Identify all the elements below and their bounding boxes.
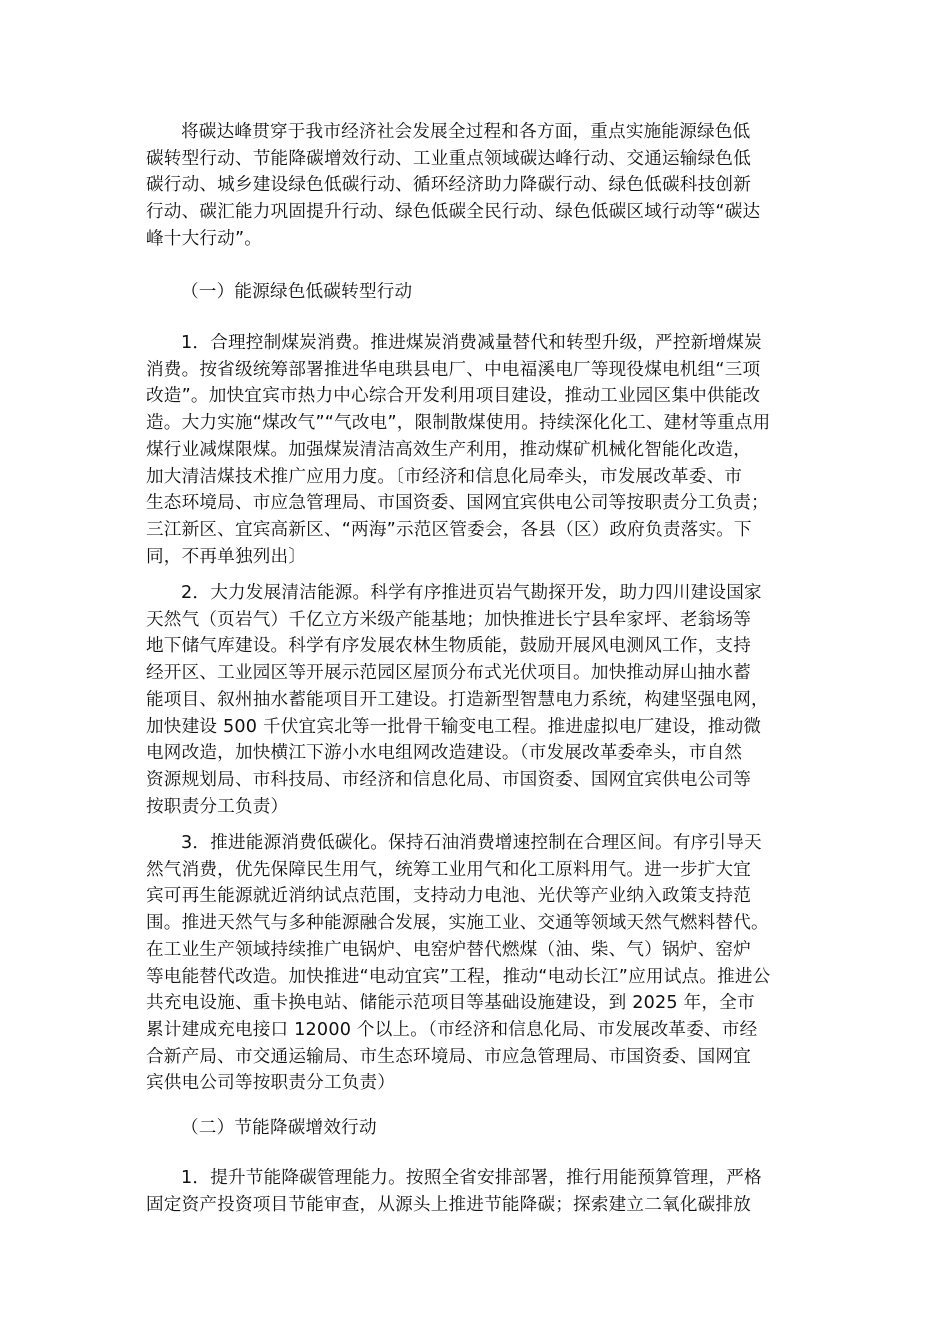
- paragraph-line: 累计建成充电接口 12000 个以上。（市经济和信息化局、市发展改革委、市经: [146, 1019, 758, 1040]
- paragraph-line: 三江新区、宜宾高新区、“两海”示范区管委会，各县（区）政府负责落实。下: [146, 519, 752, 540]
- paragraph-low-carbon-consumption: [146, 830, 806, 1097]
- paragraph-line: 经开区、工业园区等开展示范园区屋顶分布式光伏项目。加快推动屏山抽水蓄: [146, 663, 751, 684]
- paragraph-line: 加大清洁煤技术推广应用力度。〔市经济和信息化局牵头，市发展改革委、市: [146, 466, 743, 487]
- paragraph-line: 天然气（页岩气）千亿立方米级产能基地；加快推进长宁县牟家坪、老翁场等: [146, 609, 751, 630]
- paragraph-clean-energy: [146, 580, 806, 820]
- paragraph-line: 宾供电公司等按职责分工负责）: [146, 1073, 396, 1094]
- paragraph-line: 在工业生产领域持续推广电锅炉、电窑炉替代燃煤（油、柴、气）锅炉、窑炉: [146, 939, 751, 960]
- paragraph-line: 1．合理控制煤炭消费。推进煤炭消费减量替代和转型升级，严控新增煤炭: [181, 333, 762, 353]
- paragraph-line: 碳行动、城乡建设绿色低碳行动、循环经济助力降碳行动、绿色低碳科技创新: [146, 175, 751, 196]
- paragraph-coal-control: [146, 330, 806, 570]
- paragraph-line: 2．大力发展清洁能源。科学有序推进页岩气勘探开发，助力四川建设国家: [181, 583, 762, 603]
- paragraph-line: 加快建设 500 千伏宜宾北等一批骨干输变电工程。推进虚拟电厂建设，推动微: [146, 716, 762, 737]
- paragraph-line: 消费。按省级统筹部署推进华电珙县电厂、中电福溪电厂等现役煤电机组“三项: [146, 359, 761, 380]
- paragraph-line: 峰十大行动”。: [146, 228, 263, 249]
- paragraph-line: 资源规划局、市科技局、市经济和信息化局、市国资委、国网宜宾供电公司等: [146, 769, 751, 790]
- paragraph-line: 等电能替代改造。加快推进“电动宜宾”工程，推动“电动长江”应用试点。推进公: [146, 966, 771, 987]
- paragraph-line: 能项目、叙州抽水蓄能项目开工建设。打造新型智慧电力系统，构建坚强电网，: [146, 689, 769, 710]
- section-heading-energy: （一）能源绿色低碳转型行动: [181, 282, 413, 302]
- paragraph-line: 围。推进天然气与多种能源融合发展，实施工业、交通等领域天然气燃料替代。: [146, 913, 769, 934]
- paragraph-line: 地下储气库建设。科学有序发展农林生物质能，鼓励开展风电测风工作，支持: [146, 636, 751, 657]
- paragraph-line: 1．提升节能降碳管理能力。按照全省安排部署，推行用能预算管理，严格: [181, 1168, 762, 1188]
- paragraph-line: 宾可再生能源就近消纳试点范围，支持动力电池、光伏等产业纳入政策支持范: [146, 886, 751, 907]
- paragraph-line: 固定资产投资项目节能审查，从源头上推进节能降碳；探索建立二氧化碳排放: [146, 1194, 751, 1215]
- paragraph-line: 造。大力实施“煤改气”“气改电”，限制散煤使用。持续深化化工、建材等重点用: [146, 413, 771, 434]
- paragraph-line: 改造”。加快宜宾市热力中心综合开发利用项目建设，推动工业园区集中供能改: [146, 386, 761, 407]
- section-heading-energy-saving: （二）节能降碳增效行动: [181, 1118, 377, 1138]
- paragraph-line: 行动、碳汇能力巩固提升行动、绿色低碳全民行动、绿色低碳区域行动等“碳达: [146, 202, 761, 223]
- intro-paragraph: [146, 119, 806, 253]
- paragraph-line: 3．推进能源消费低碳化。保持石油消费增速控制在合理区间。有序引导天: [181, 833, 762, 853]
- paragraph-line: 共充电设施、重卡换电站、储能示范项目等基础设施建设，到 2025 年，全市: [146, 993, 755, 1014]
- paragraph-line: 煤行业减煤限煤。加强煤炭清洁高效生产利用，推动煤矿机械化智能化改造，: [146, 439, 751, 460]
- paragraph-line: 合新产局、市交通运输局、市生态环境局、市应急管理局、市国资委、国网宜: [146, 1046, 751, 1067]
- paragraph-line: 同，不再单独列出〕: [146, 546, 307, 567]
- paragraph-line: 然气消费，优先保障民生用气，统筹工业用气和化工原料用气。进一步扩大宜: [146, 859, 751, 880]
- paragraph-line: 按职责分工负责）: [146, 796, 289, 817]
- paragraph-line: 电网改造，加快横江下游小水电组网改造建设。（市发展改革委牵头，市自然: [146, 743, 743, 764]
- paragraph-line: 将碳达峰贯穿于我市经济社会发展全过程和各方面，重点实施能源绿色低: [181, 122, 751, 142]
- paragraph-line: 生态环境局、市应急管理局、市国资委、国网宜宾供电公司等按职责分工负责；: [146, 493, 769, 514]
- paragraph-line: 碳转型行动、节能降碳增效行动、工业重点领域碳达峰行动、交通运输绿色低: [146, 148, 751, 169]
- paragraph-energy-management: [146, 1165, 806, 1218]
